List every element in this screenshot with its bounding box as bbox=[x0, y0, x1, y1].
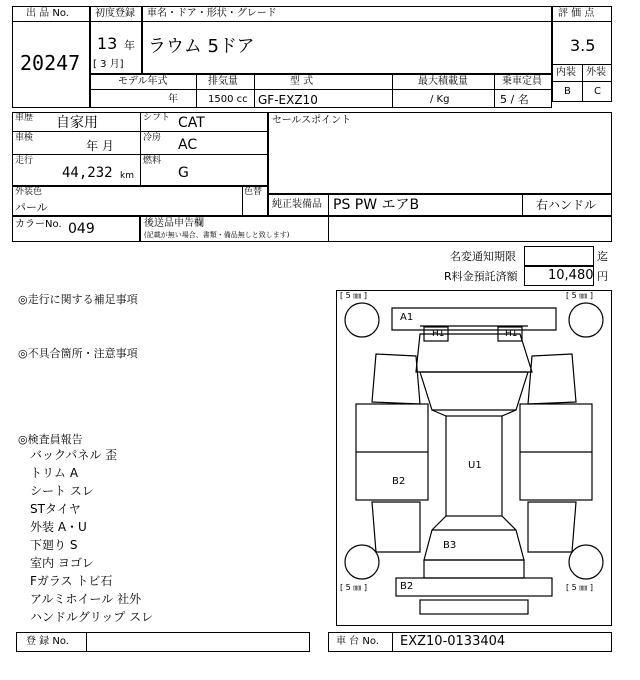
aftermarket-note: (記載が無い場合、書類・備品無しと致します) bbox=[144, 231, 290, 239]
ac: AC bbox=[178, 137, 198, 153]
steering: 右ハンドル bbox=[536, 198, 597, 212]
windshield bbox=[420, 372, 528, 410]
inspector-note: アルミホイール 社外 bbox=[30, 592, 142, 606]
equipment: PS PW エアB bbox=[333, 197, 420, 213]
inspector-note: STタイヤ bbox=[30, 502, 81, 516]
car-name: ラウム 5ドア bbox=[148, 36, 255, 57]
ac-label: 冷房 bbox=[143, 133, 162, 143]
driving-notes-label: ◎走行に関する補足事項 bbox=[18, 293, 138, 306]
inspection: 年 月 bbox=[86, 139, 114, 153]
inspector-note: 下廻り S bbox=[30, 538, 78, 552]
shift: CAT bbox=[178, 115, 205, 131]
exterior-color-label: 外装色 bbox=[15, 187, 43, 197]
damage-mark-b2-rear: B2 bbox=[400, 581, 414, 592]
interior-grade: B bbox=[564, 86, 571, 97]
chassis-no-label: 車 台 No. bbox=[336, 636, 379, 647]
sales-points-label: セールスポイント bbox=[272, 115, 352, 126]
inspector-note: ハンドルグリップ スレ bbox=[30, 610, 154, 624]
tire-rear-left bbox=[345, 545, 379, 579]
lot-label: 出 品 No. bbox=[26, 8, 69, 19]
rear-gate bbox=[424, 560, 524, 578]
inspector-note: Fガラス トビ石 bbox=[30, 574, 113, 588]
fuel-label: 燃料 bbox=[143, 156, 162, 166]
model-year-label: モデル年式 bbox=[118, 76, 168, 87]
mileage-label: 走行 bbox=[15, 156, 34, 166]
year-unit: 年 bbox=[124, 39, 135, 52]
hood bbox=[416, 334, 532, 372]
damage-mark-a1: A1 bbox=[400, 312, 414, 323]
first-reg-year: 13 bbox=[97, 34, 118, 53]
exterior-color: パール bbox=[15, 201, 48, 214]
name-change-label: 名変通知期限 bbox=[450, 250, 516, 263]
tire-front-left bbox=[345, 303, 379, 337]
inspector-label: ◎検査員報告 bbox=[18, 433, 83, 446]
front-bumper bbox=[392, 308, 556, 330]
tire-depth-fr: [ 5 ㎜ ] bbox=[566, 291, 593, 300]
rear-window bbox=[424, 530, 524, 560]
type-value: GF-EXZ10 bbox=[258, 93, 318, 107]
damage-mark-h1-right: H1 bbox=[505, 329, 518, 339]
tire-depth-fl: [ 5 ㎜ ] bbox=[340, 291, 367, 300]
interior-label: 内装 bbox=[556, 67, 576, 78]
score: 3.5 bbox=[570, 36, 596, 55]
history-label: 車歴 bbox=[15, 113, 34, 123]
aftermarket-label: 後送品申告欄 bbox=[144, 218, 204, 229]
exterior-label: 外装 bbox=[586, 67, 606, 78]
capacity-label: 乗車定員 bbox=[502, 76, 542, 87]
chassis-no: EXZ10-0133404 bbox=[400, 634, 506, 649]
color-no: 049 bbox=[68, 221, 95, 237]
mileage-unit: km bbox=[120, 171, 134, 181]
tire-rear-right bbox=[569, 545, 603, 579]
tire-depth-rr: [ 5 ㎜ ] bbox=[566, 583, 593, 592]
rear-fender-right bbox=[528, 502, 576, 552]
exterior-grade: C bbox=[594, 86, 601, 97]
damage-mark-b2-side: B2 bbox=[392, 476, 406, 487]
damage-mark-b3: B3 bbox=[443, 540, 457, 551]
score-label: 評 価 点 bbox=[558, 8, 595, 19]
front-fender-left bbox=[372, 354, 420, 404]
tire-depth-rl: [ 5 ㎜ ] bbox=[340, 583, 367, 592]
model-year-unit: 年 bbox=[168, 94, 178, 105]
inspector-note: バックパネル 歪 bbox=[30, 448, 118, 462]
history: 自家用 bbox=[56, 115, 98, 131]
damage-mark-u1: U1 bbox=[468, 460, 482, 471]
type-label: 型 式 bbox=[290, 76, 314, 87]
max-load: / Kg bbox=[430, 94, 450, 105]
first-reg-label: 初度登録 bbox=[95, 8, 135, 19]
displacement-label: 排気量 bbox=[208, 76, 238, 87]
recycle-unit: 円 bbox=[597, 270, 608, 283]
inspector-note: トリム A bbox=[30, 466, 79, 480]
registration-no-label: 登 録 No. bbox=[26, 636, 69, 647]
fuel: G bbox=[178, 165, 189, 181]
color-change-label: 色替 bbox=[244, 187, 263, 197]
tire-front-right bbox=[569, 303, 603, 337]
mileage: 44,232 bbox=[62, 165, 113, 181]
capacity: 5 / 名 bbox=[500, 93, 529, 106]
rear-fender-left bbox=[372, 502, 420, 552]
name-change-unit: 迄 bbox=[597, 250, 608, 263]
inspector-note: シート スレ bbox=[30, 484, 94, 498]
rear-bumper bbox=[396, 578, 552, 596]
equipment-label: 純正装備品 bbox=[272, 199, 322, 210]
lot-number: 20247 bbox=[20, 51, 81, 75]
first-reg-month: [ 3 月] bbox=[93, 59, 124, 70]
shift-label: シフト bbox=[143, 113, 171, 123]
recycle-label: R料金預託済額 bbox=[444, 270, 518, 283]
recycle-amount: 10,480 bbox=[548, 268, 594, 283]
displacement: 1500 cc bbox=[208, 94, 248, 105]
inspector-note: 室内 ヨゴレ bbox=[30, 556, 94, 570]
max-load-label: 最大積載量 bbox=[418, 76, 468, 87]
car-name-label: 車名・ドア・形状・グレード bbox=[147, 8, 277, 19]
damage-mark-h1-left: H1 bbox=[432, 329, 445, 339]
front-fender-right bbox=[528, 354, 576, 404]
color-no-label: カラーNo. bbox=[15, 219, 62, 230]
inspector-note: 外装 A・U bbox=[30, 520, 87, 534]
inspection-label: 車検 bbox=[15, 133, 34, 143]
defects-label: ◎不具合箇所・注意事項 bbox=[18, 347, 138, 360]
